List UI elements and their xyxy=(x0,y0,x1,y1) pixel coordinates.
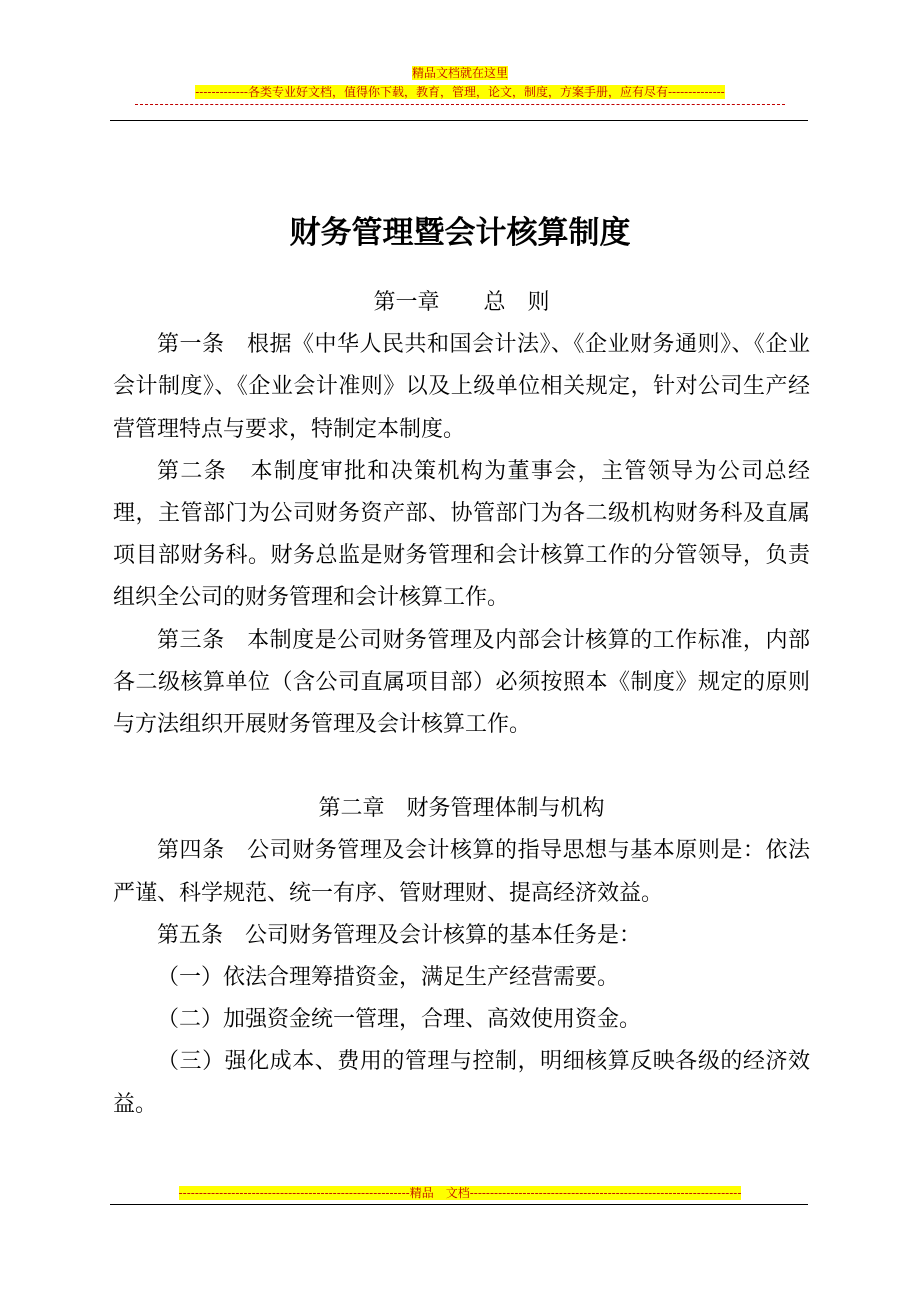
article-paragraph: 第五条 公司财务管理及会计核算的基本任务是： xyxy=(157,922,642,948)
article-paragraph: 第四条 公司财务管理及会计核算的指导思想与基本原则是：依法严谨、科学规范、统一有序、管财理财、提高经济效益。 xyxy=(113,838,810,906)
chapter-heading: 第二章 财务管理体制与机构 xyxy=(318,796,605,822)
document-title: 财务管理暨会计核算制度 xyxy=(289,214,631,251)
header-rule xyxy=(110,120,808,121)
article-paragraph: 第二条 本制度审批和决策机构为董事会，主管领导为公司总经理，主管部门为公司财务资产部、协管部门为各二级机构财务科及直属项目部财务科。财务总监是财务管理和会计核算工作的分管领导，负责组织全公司的财务管理和会计核算工作。 xyxy=(113,458,810,611)
list-item: （一）依法合理筹措资金，满足生产经营需要。 xyxy=(157,965,620,991)
header-dashed-divider xyxy=(135,104,785,105)
document-body xyxy=(113,282,810,1126)
footer-rule xyxy=(110,1204,808,1205)
article-paragraph: 第三条 本制度是公司财务管理及内部会计核算的工作标准，内部各二级核算单位（含公司直属项目部）必须按照本《制度》规定的原则与方法组织开展财务管理及会计核算工作。 xyxy=(113,627,810,738)
list-item: （三）强化成本、费用的管理与控制，明细核算反映各级的经济效益。 xyxy=(113,1049,810,1117)
header-banner-title: 精品文档就在这里 xyxy=(411,66,508,80)
chapter-heading: 第一章 总 则 xyxy=(373,290,550,315)
article-paragraph: 第一条 根据《中华人民共和国会计法》、《企业财务通则》、《企业会计制度》、《企业会计准则》以及上级单位相关规定，针对公司生产经营管理特点与要求，特制定本制度。 xyxy=(113,332,810,442)
header-banner-tagline: -------------各类专业好文档，值得你下载，教育，管理，论文，制度，方案手册，应有尽有-------------- xyxy=(195,85,725,99)
footer-banner: ---------------------------------------------------------精品 文档------------------------------------------------------------------- xyxy=(178,1186,742,1200)
list-item: （二）加强资金统一管理，合理、高效使用资金。 xyxy=(157,1007,642,1033)
